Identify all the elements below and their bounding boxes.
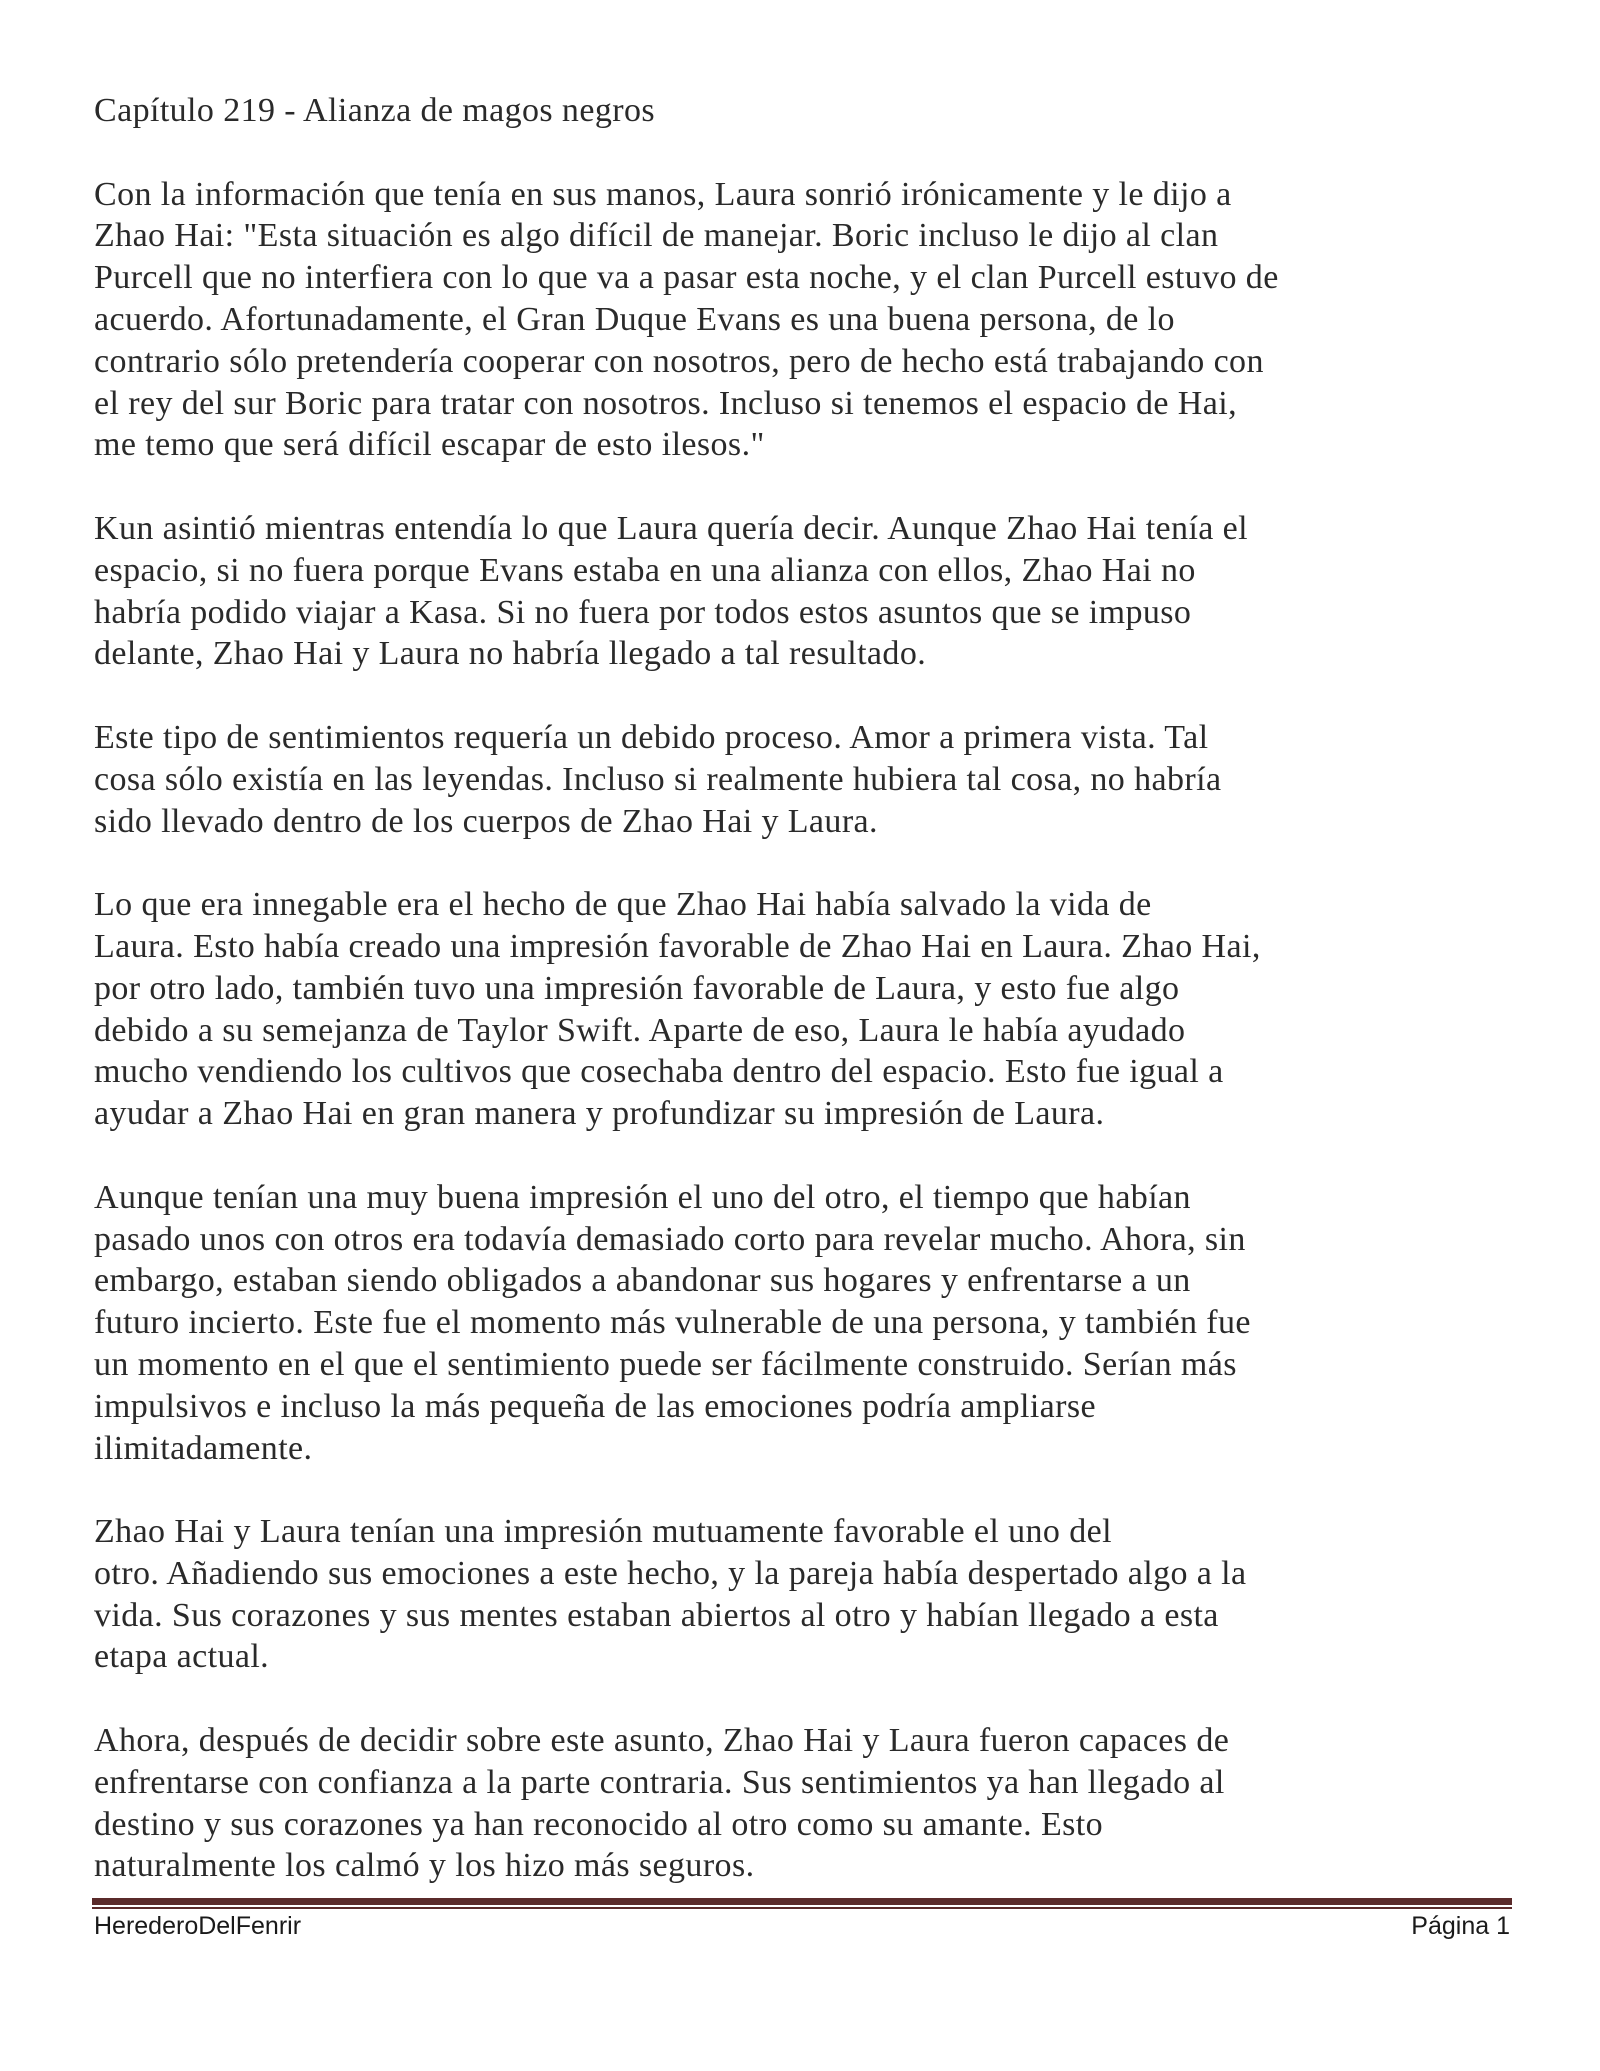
paragraph-line: Ahora, después de decidir sobre este asunto, Zhao Hai y Laura fueron capaces de: [94, 1722, 1230, 1760]
paragraph: [94, 1720, 1514, 1887]
paragraph-line: vida. Sus corazones y sus mentes estaban abiertos al otro y habían llegado a esta: [94, 1596, 1219, 1634]
chapter-title: Capítulo 219 - Alianza de magos negros: [94, 92, 655, 129]
paragraph-line: enfrentarse con confianza a la parte contraria. Sus sentimientos ya han llegado al: [94, 1763, 1225, 1801]
footer-divider-thin: [92, 1907, 1512, 1909]
paragraph-line: contrario sólo pretendería cooperar con nosotros, pero de hecho está trabajando con: [94, 342, 1264, 380]
paragraph-line: ayudar a Zhao Hai en gran manera y profundizar su impresión de Laura.: [94, 1095, 1105, 1133]
paragraph-line: Kun asintió mientras entendía lo que Laura quería decir. Aunque Zhao Hai tenía el: [94, 509, 1249, 547]
page-footer: [94, 1912, 1510, 1941]
footer-page-number: Página 1: [1411, 1912, 1510, 1940]
paragraph: [94, 884, 1514, 1135]
paragraph-list: [94, 174, 1514, 1888]
footer-divider: [92, 1898, 1512, 1909]
paragraph: [94, 508, 1514, 675]
paragraph-line: otro. Añadiendo sus emociones a este hecho, y la pareja había despertado algo a la: [94, 1554, 1247, 1592]
document-body: [94, 90, 1514, 1929]
footer-author: HerederoDelFenrir: [94, 1912, 302, 1940]
paragraph-line: ilimitadamente.: [94, 1429, 313, 1467]
footer-divider-thick: [92, 1898, 1512, 1905]
paragraph-line: embargo, estaban siendo obligados a abandonar sus hogares y enfrentarse a un: [94, 1262, 1191, 1300]
paragraph-line: debido a su semejanza de Taylor Swift. Aparte de eso, Laura le había ayudado: [94, 1011, 1186, 1049]
paragraph-line: me temo que será difícil escapar de esto ilesos.": [94, 426, 765, 464]
paragraph-line: habría podido viajar a Kasa. Si no fuera por todos estos asuntos que se impuso: [94, 593, 1192, 631]
paragraph-line: el rey del sur Boric para tratar con nosotros. Incluso si tenemos el espacio de Hai,: [94, 384, 1237, 422]
paragraph-line: Laura. Esto había creado una impresión favorable de Zhao Hai en Laura. Zhao Hai,: [94, 927, 1261, 965]
paragraph-line: Este tipo de sentimientos requería un debido proceso. Amor a primera vista. Tal: [94, 718, 1209, 756]
paragraph-line: espacio, si no fuera porque Evans estaba en una alianza con ellos, Zhao Hai no: [94, 551, 1196, 589]
paragraph: [94, 1511, 1514, 1678]
paragraph-line: futuro incierto. Este fue el momento más vulnerable de una persona, y también fue: [94, 1304, 1251, 1342]
paragraph: [94, 717, 1514, 842]
paragraph-line: un momento en el que el sentimiento puede ser fácilmente construido. Serían más: [94, 1345, 1237, 1383]
paragraph: [94, 1177, 1514, 1470]
paragraph-line: delante, Zhao Hai y Laura no habría llegado a tal resultado.: [94, 635, 927, 673]
paragraph-line: destino y sus corazones ya han reconocido al otro como su amante. Esto: [94, 1805, 1104, 1843]
paragraph-line: naturalmente los calmó y los hizo más seguros.: [94, 1847, 755, 1885]
paragraph-line: Zhao Hai y Laura tenían una impresión mutuamente favorable el uno del: [94, 1513, 1112, 1551]
paragraph: [94, 174, 1514, 467]
paragraph-line: impulsivos e incluso la más pequeña de las emociones podría ampliarse: [94, 1387, 1097, 1425]
paragraph-line: Zhao Hai: "Esta situación es algo difícil de manejar. Boric incluso le dijo al clan: [94, 217, 1219, 255]
paragraph-line: por otro lado, también tuvo una impresión favorable de Laura, y esto fue algo: [94, 969, 1180, 1007]
paragraph-line: etapa actual.: [94, 1638, 270, 1676]
paragraph-line: sido llevado dentro de los cuerpos de Zhao Hai y Laura.: [94, 802, 878, 840]
paragraph-line: Con la información que tenía en sus manos, Laura sonrió irónicamente y le dijo a: [94, 175, 1232, 213]
paragraph-line: pasado unos con otros era todavía demasiado corto para revelar mucho. Ahora, sin: [94, 1220, 1246, 1258]
paragraph-line: cosa sólo existía en las leyendas. Incluso si realmente hubiera tal cosa, no habría: [94, 760, 1222, 798]
paragraph-line: acuerdo. Afortunadamente, el Gran Duque Evans es una buena persona, de lo: [94, 300, 1175, 338]
paragraph-line: Lo que era innegable era el hecho de que Zhao Hai había salvado la vida de: [94, 886, 1152, 924]
paragraph-line: mucho vendiendo los cultivos que cosechaba dentro del espacio. Esto fue igual a: [94, 1053, 1224, 1091]
paragraph-line: Purcell que no interfiera con lo que va a pasar esta noche, y el clan Purcell estuvo de: [94, 259, 1279, 297]
paragraph-line: Aunque tenían una muy buena impresión el uno del otro, el tiempo que habían: [94, 1178, 1191, 1216]
